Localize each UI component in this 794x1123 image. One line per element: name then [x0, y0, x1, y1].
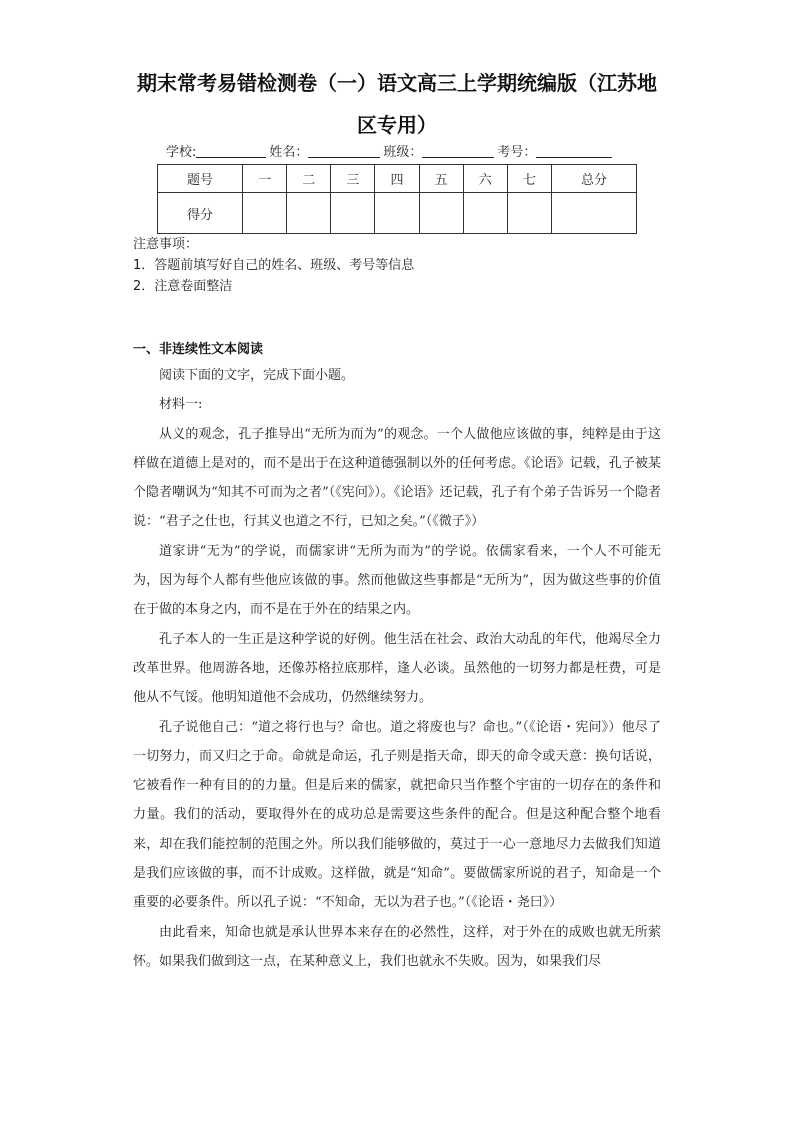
title-line-1: 期末常考易错检测卷（一）语文高三上学期统编版（江苏地	[137, 71, 657, 95]
section-instruction: 阅读下面的文字，完成下面小题。	[159, 368, 355, 383]
notes-item: 1．答题前填写好自己的姓名、班级、考号等信息	[133, 258, 415, 273]
passage-paragraph: 由此看来，知命也就是承认世界本来存在的必然性，这样，对于外在的成败也就无所萦怀。如果我们做到这一点，在某种意义上，我们也就永不失败。因为，如果我们尽	[133, 924, 661, 969]
passage-paragraph: 孔子本人的一生正是这种学说的好例。他生活在社会、政治大动乱的年代，他竭尽全力改革世界。他周游各地，还像苏格拉底那样，逢人必谈。虽然他的一切努力都是枉费，可是他从不气馁。他明知道他不会成功，仍然继续努力。	[133, 631, 661, 706]
passage-paragraph: 道家讲“无为”的学说，而儒家讲“无所为而为”的学说。依儒家看来，一个人不可能无为，因为每个人都有些他应该做的事。然而他做这些事都是“无所为”，因为做这些事的价值在于做的本身之内，而不是在于外在的结果之内。	[133, 543, 661, 618]
passage-paragraph: 从义的观念，孔子推导出“无所为而为”的观念。一个人做他应该做的事，纯粹是由于这样做在道德上是对的，而不是出于在这种道德强制以外的任何考虑。《论语》记载，孔子被某个隐者嘲讽为“知其不可而为之者”（《宪问》）。《论语》还记载，孔子有个弟子告诉另一个隐者说：“君子之仕也，行其义也道之不行，已知之矣。”（《微子》）	[133, 426, 661, 530]
score-cell[interactable]	[551, 193, 636, 234]
exam-no-field[interactable]	[536, 143, 612, 158]
school-field[interactable]	[196, 143, 266, 158]
score-header-cell: 三	[331, 165, 375, 193]
notes-heading: 注意事项：	[133, 237, 199, 252]
material-label: 材料一:	[159, 397, 203, 413]
score-header-cell: 六	[463, 165, 507, 193]
score-header-cell: 总分	[551, 165, 636, 193]
score-cell[interactable]	[507, 193, 551, 234]
score-row-label: 得分	[158, 193, 243, 234]
score-header-cell: 五	[419, 165, 463, 193]
score-header-cell: 题号	[158, 165, 243, 193]
score-cell[interactable]	[243, 193, 287, 234]
name-label: 姓名：	[269, 145, 309, 160]
class-field[interactable]	[422, 143, 494, 158]
passage-paragraph: 孔子说他自己：“道之将行也与？命也。道之将废也与？命也。”（《论语・宪问》）他尽了一切努力，而又归之于命。命就是命运，孔子则是指天命，即天的命令或天意：换句话说，它被看作一种有目的的力量。但是后来的儒家，就把命只当作整个宇宙的一切存在的条件和力量。我们的活动，要取得外在的成功总是需要这些条件的配合。但是这种配合整个地看来，却在我们能控制的范围之外。所以我们能够做的，莫过于一心一意地尽力去做我们知道是我们应该做的事，而不计成败。这样做，就是“知命”。要做儒家所说的君子，知命是一个重要的必要条件。所以孔子说：“不知命，无以为君子也。”（《论语・尧曰》）	[133, 719, 661, 911]
reading-passage	[133, 361, 661, 976]
student-info-line	[166, 143, 646, 163]
title-line-2: 区专用）	[357, 113, 437, 137]
score-header-cell: 一	[243, 165, 287, 193]
exam-title	[120, 62, 674, 146]
score-table-score-row	[158, 193, 637, 234]
notes-item: 2．注意卷面整洁	[133, 279, 233, 294]
score-header-cell: 四	[375, 165, 419, 193]
exam-no-label: 考号：	[497, 145, 537, 160]
score-cell[interactable]	[463, 193, 507, 234]
score-cell[interactable]	[419, 193, 463, 234]
score-cell[interactable]	[331, 193, 375, 234]
section-heading: 一、非连续性文本阅读	[133, 342, 264, 357]
school-label: 学校:	[166, 145, 197, 160]
score-table-header-row	[158, 165, 637, 193]
notes-block	[133, 234, 693, 297]
score-table	[157, 164, 637, 234]
score-cell[interactable]	[375, 193, 419, 234]
score-cell[interactable]	[287, 193, 331, 234]
class-label: 班级：	[383, 145, 423, 160]
score-header-cell: 二	[287, 165, 331, 193]
score-header-cell: 七	[507, 165, 551, 193]
name-field[interactable]	[308, 143, 380, 158]
